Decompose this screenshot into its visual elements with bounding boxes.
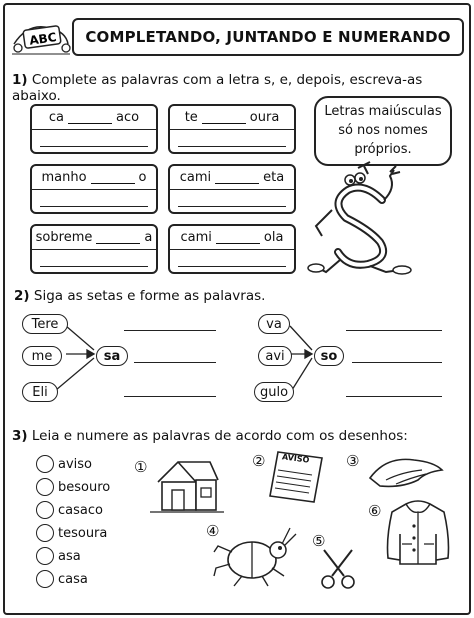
option-aviso[interactable]: aviso (36, 454, 126, 474)
answer-circle[interactable] (36, 547, 54, 565)
q3-number: 3) (12, 428, 28, 444)
question-2 (14, 288, 265, 304)
word-box-5[interactable]: sobreme a (30, 224, 158, 274)
q2-number: 2) (14, 288, 30, 304)
logo-text: ABC (28, 30, 58, 48)
syllable-va: va (258, 314, 290, 334)
word-box-3[interactable]: manho o (30, 164, 158, 214)
q3-text: Leia e numere as palavras de acordo com os desenhos: (31, 428, 408, 444)
option-casa[interactable]: casa (36, 569, 126, 589)
word-box-1[interactable]: ca aco (30, 104, 158, 154)
answer-circle[interactable] (36, 524, 54, 542)
answer-line[interactable] (134, 362, 216, 363)
answer-circle[interactable] (36, 478, 54, 496)
option-tesoura[interactable]: tesoura (36, 523, 126, 543)
syllable-me: me (22, 346, 62, 366)
option-besouro[interactable]: besouro (36, 477, 126, 497)
drawing-number-5: ⑤ (312, 532, 326, 550)
wing-icon (366, 452, 446, 492)
syllable-avi: avi (258, 346, 292, 366)
word-box-6[interactable]: cami ola (168, 224, 296, 274)
coat-icon (382, 498, 454, 568)
word-box-2[interactable]: te oura (168, 104, 296, 154)
suffix-sa: sa (96, 346, 128, 366)
speech-bubble: Letras maiúsculas só nos nomes próprios. (314, 96, 452, 166)
letter-s-character-icon (300, 160, 460, 280)
q1-number: 1) (12, 72, 28, 88)
q2-arrows (0, 310, 474, 410)
suffix-so: so (314, 346, 344, 366)
drawing-number-1: ① (134, 458, 148, 476)
word-box-4[interactable]: cami eta (168, 164, 296, 214)
abc-logo-icon (10, 14, 72, 60)
page-title (72, 18, 464, 56)
option-casaco[interactable]: casaco (36, 500, 126, 520)
drawing-number-2: ② (252, 452, 266, 470)
answer-circle[interactable] (36, 455, 54, 473)
syllable-eli: Eli (22, 382, 58, 402)
title-text: COMPLETANDO, JUNTANDO E NUMERANDO (85, 28, 451, 46)
q1-text: Complete as palavras com a letra s, e, depois, escreva-as abaixo. (12, 72, 423, 104)
notice-label: AVISO (281, 452, 310, 465)
beetle-icon (210, 524, 300, 590)
house-icon (148, 456, 226, 516)
scissors-icon (316, 546, 360, 592)
question-3 (12, 428, 408, 444)
answer-line[interactable] (124, 396, 216, 397)
answer-line[interactable] (124, 330, 216, 331)
syllable-tere: Tere (22, 314, 68, 334)
option-asa[interactable]: asa (36, 546, 126, 566)
answer-line[interactable] (352, 362, 442, 363)
q2-text: Siga as setas e forme as palavras. (33, 288, 266, 304)
drawing-number-3: ③ (346, 452, 360, 470)
answer-circle[interactable] (36, 570, 54, 588)
drawing-number-4: ④ (206, 522, 220, 540)
answer-line[interactable] (346, 330, 442, 331)
drawing-number-6: ⑥ (368, 502, 382, 520)
options-list (36, 454, 126, 589)
syllable-gulo: gulo (254, 382, 294, 402)
answer-circle[interactable] (36, 501, 54, 519)
answer-line[interactable] (346, 396, 442, 397)
